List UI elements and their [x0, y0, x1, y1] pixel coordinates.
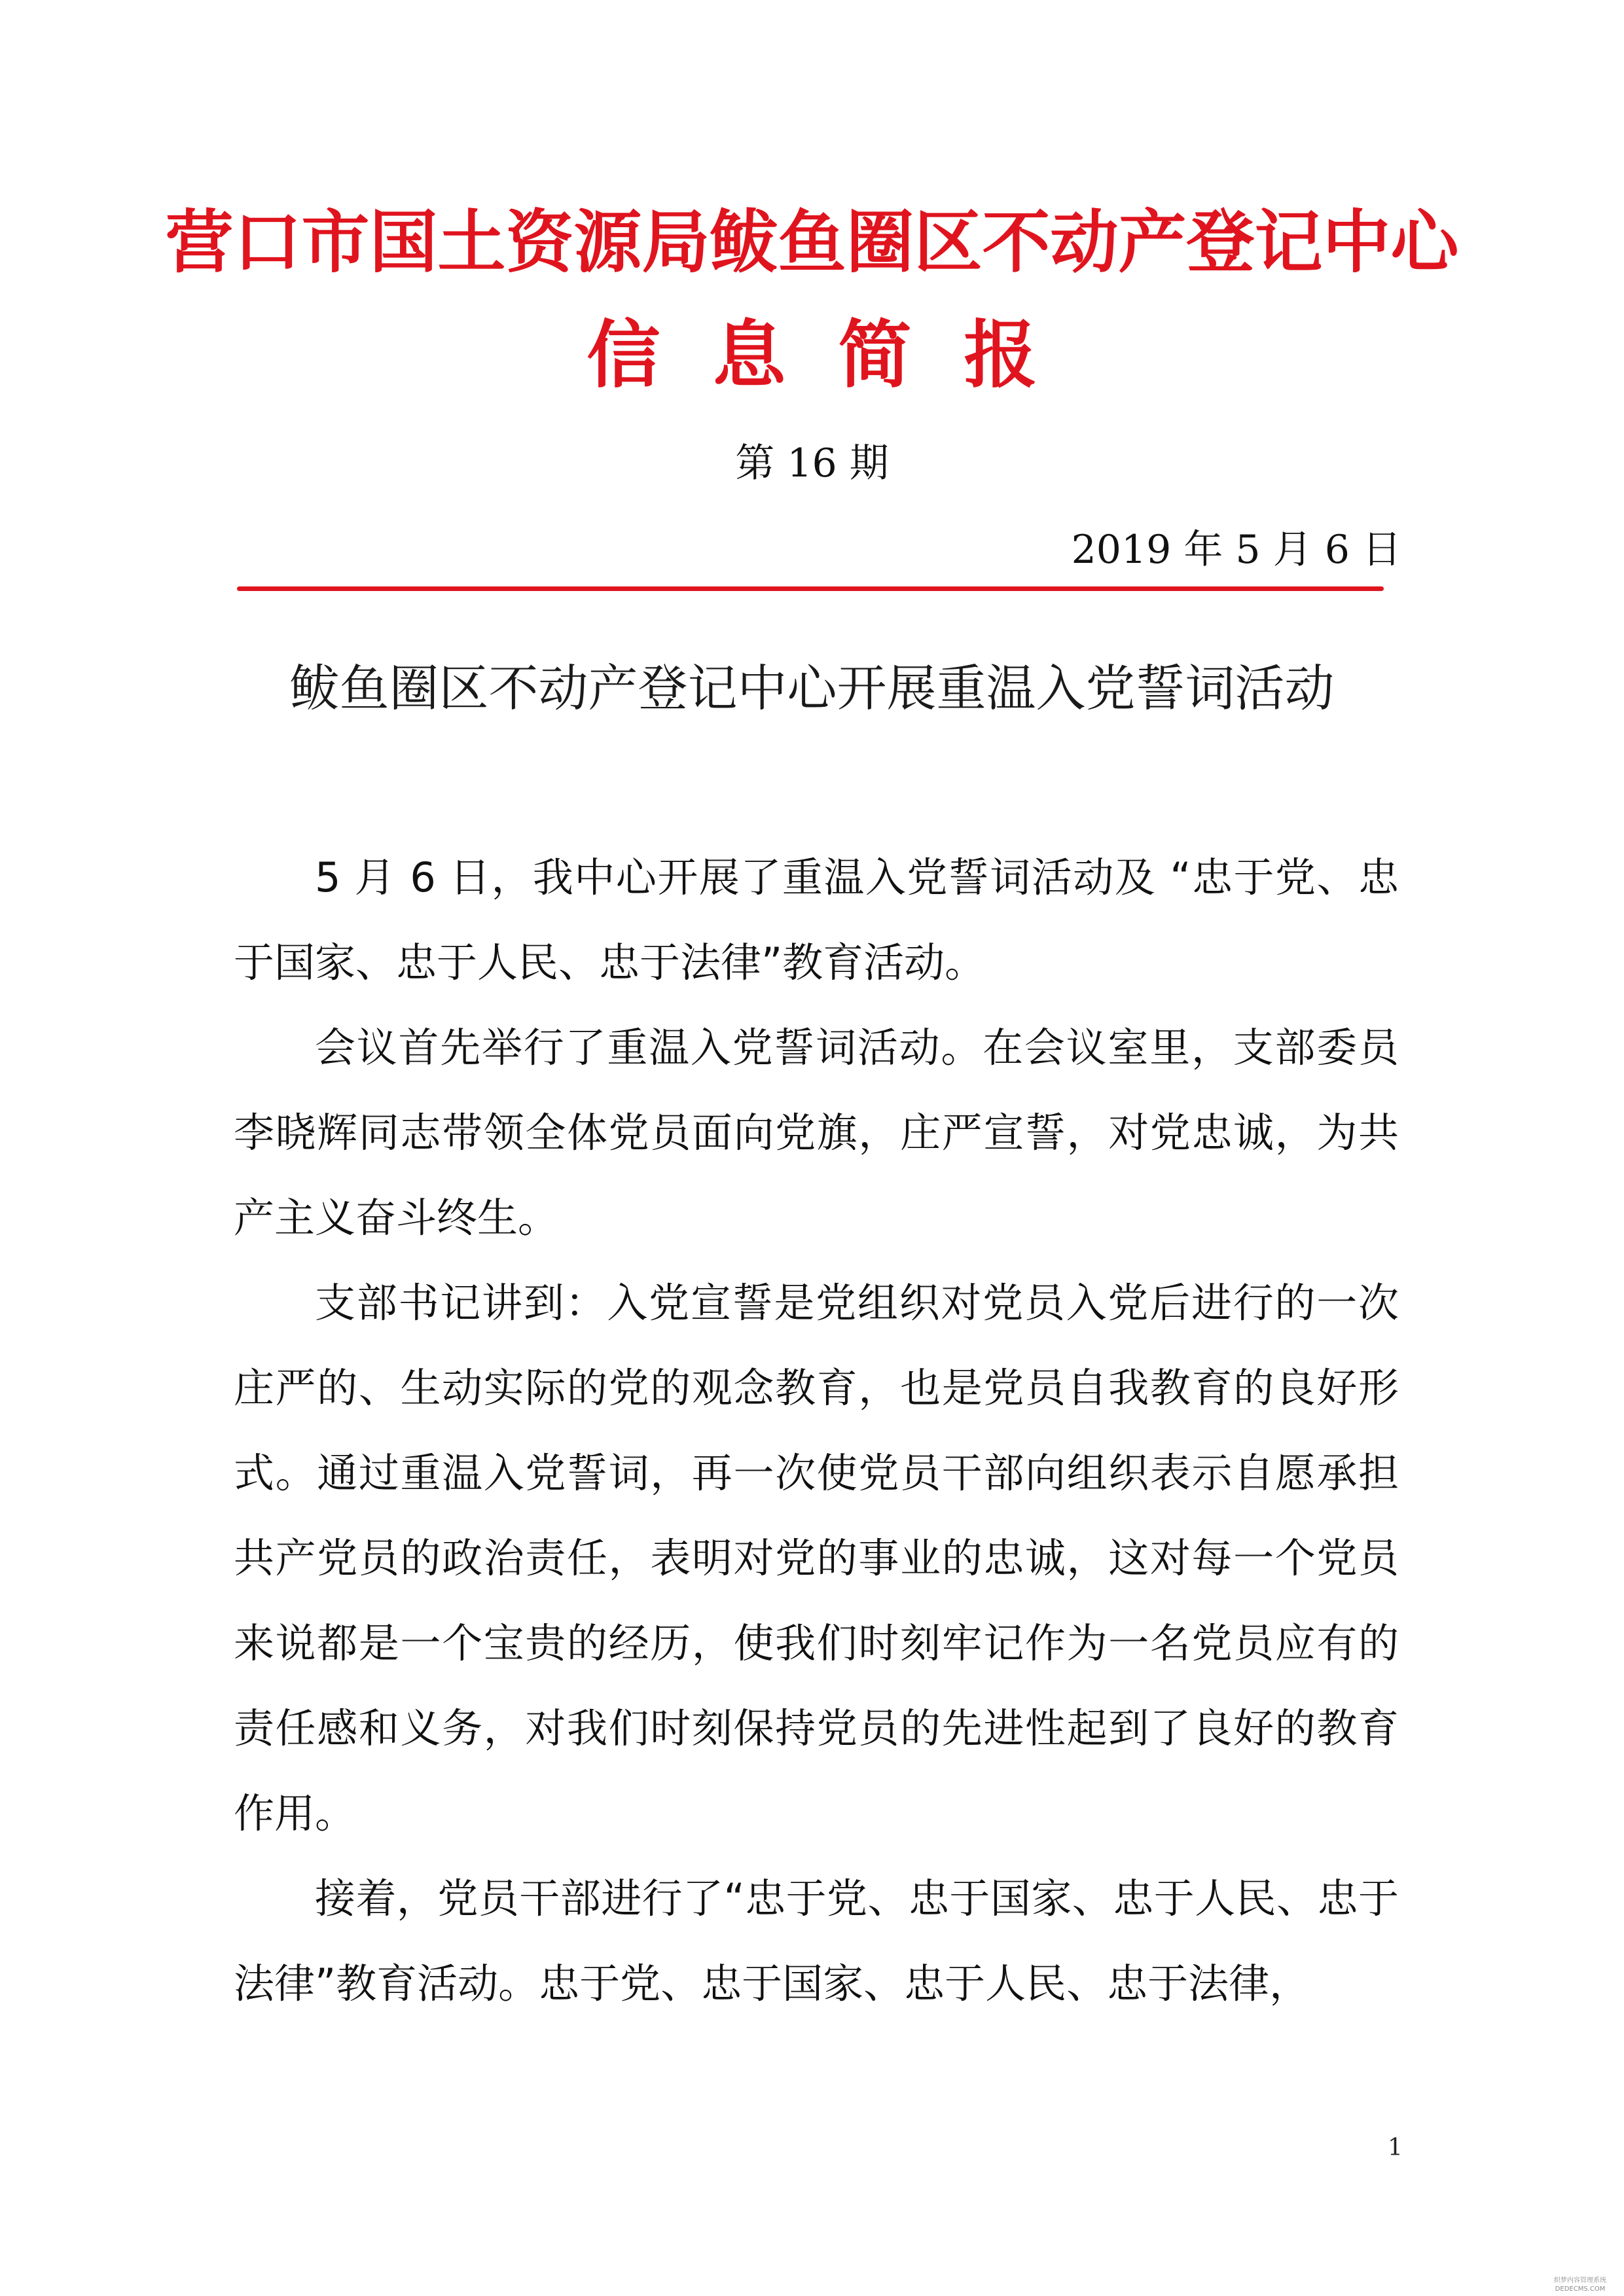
issue-date: 2019 年 5 月 6 日: [1071, 527, 1401, 573]
body-paragraph: 接着，党员干部进行了“忠于党、忠于国家、忠于人民、忠于法律”教育活动。忠于党、忠于国家、忠于人民、忠于法律，: [234, 1874, 1399, 2007]
watermark-logo: 织梦内容管理系统 DEDECMS.COM: [1554, 2277, 1606, 2293]
issue-number: 第 16 期: [735, 440, 889, 486]
page-number: 1: [1388, 2134, 1403, 2161]
masthead-title: 营口市国土资源局鲅鱼圈区不动产登记中心: [165, 202, 1459, 282]
body-paragraph: 支部书记讲到：入党宣誓是党组织对党员入党后进行的一次庄严的、生动实际的党的观念教育，也是党员自我教育的良好形式。通过重温入党誓词，再一次使党员干部向组织表示自愿承担共产党员的政治责任，表明对党的事业的忠诚，这对每一个党员来说都是一个宝贵的经历，使我们时刻牢记作为一名党员应有的责任感和义务，对我们时刻保持党员的先进性起到了良好的教育作用。: [234, 1279, 1399, 1837]
body-paragraph: 会议首先举行了重温入党誓词活动。在会议室里，支部委员李晓辉同志带领全体党员面向党旗，庄严宣誓，对党忠诚，为共产主义奋斗终生。: [234, 1024, 1399, 1242]
masthead-subtitle: 信息简报: [586, 312, 1090, 398]
article-title: 鲅鱼圈区不动产登记中心开展重温入党誓词活动: [289, 659, 1335, 717]
body-paragraph: 5 月 6 日，我中心开展了重温入党誓词活动及 “忠于党、忠于国家、忠于人民、忠于法律”教育活动。: [234, 853, 1399, 986]
red-divider-rule: [237, 586, 1384, 591]
article-body: [234, 835, 1399, 2026]
